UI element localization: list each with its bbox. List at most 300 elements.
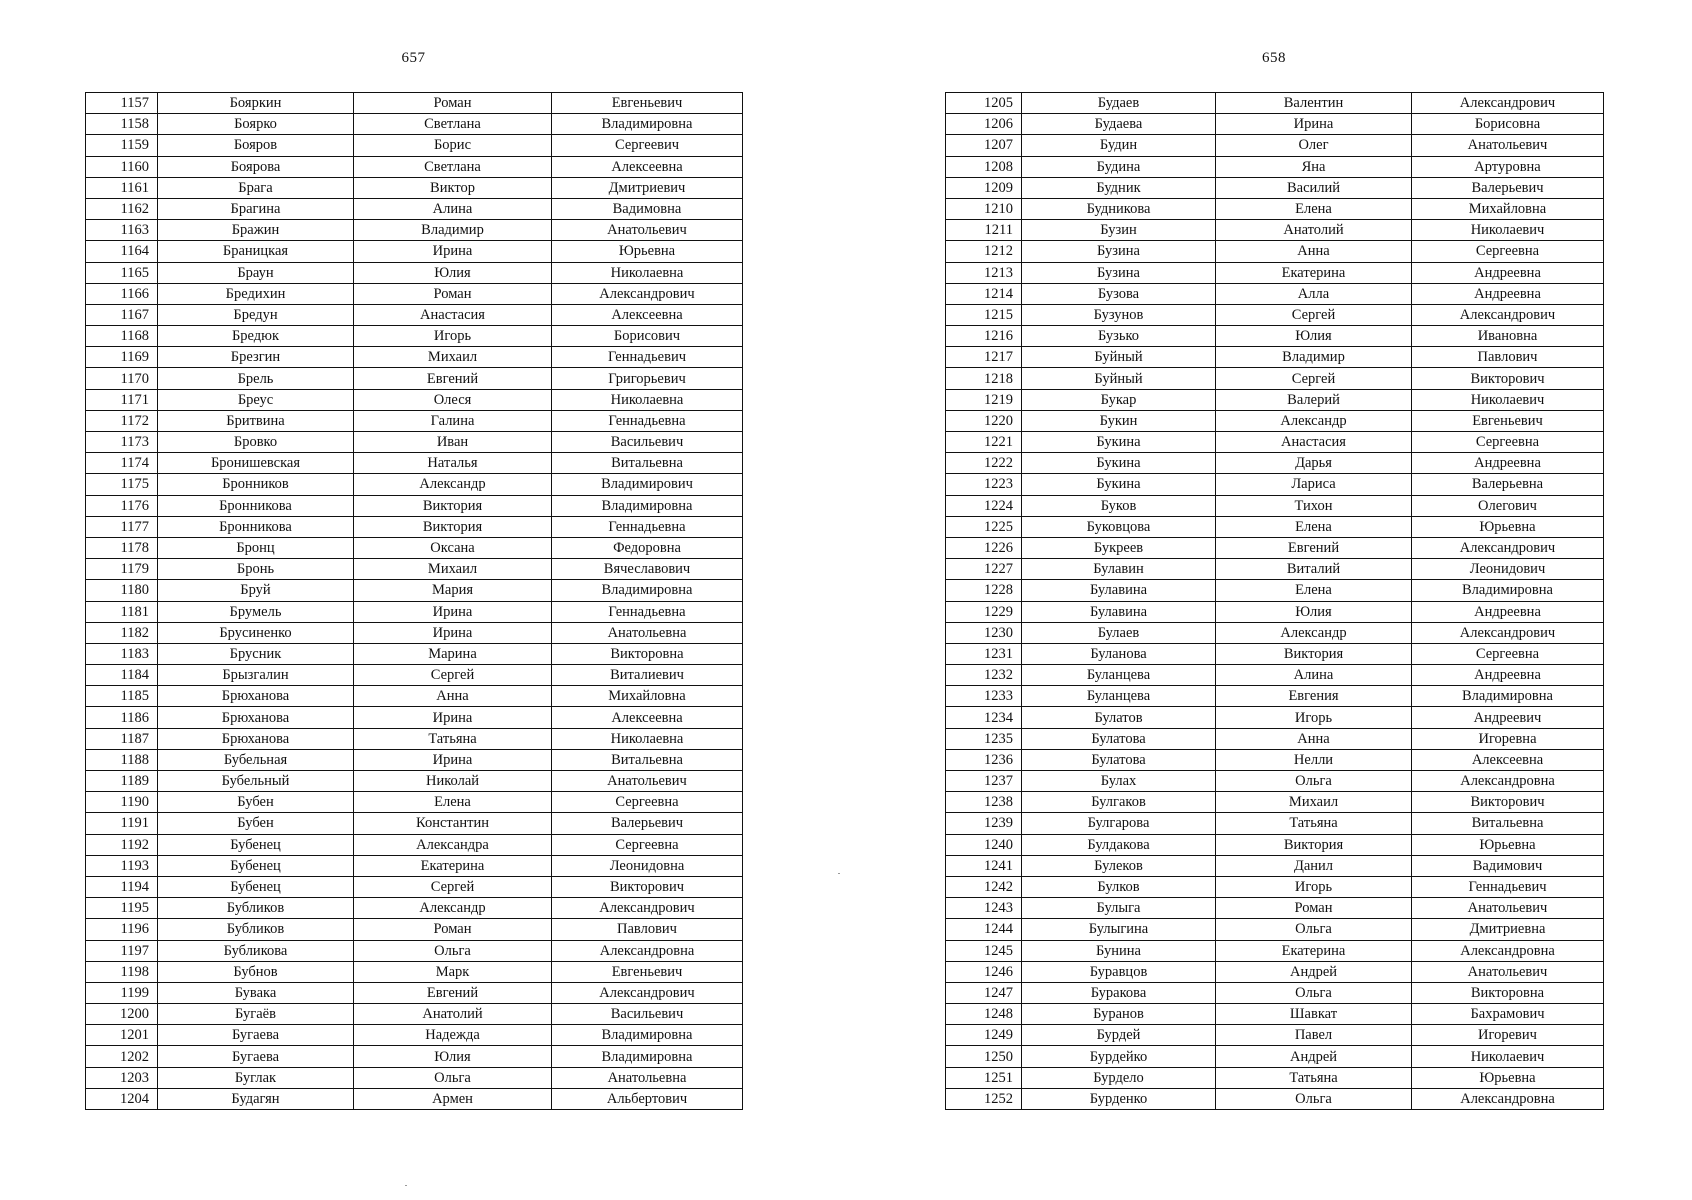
- last-name-cell: Буланова: [1022, 643, 1216, 664]
- row-number-cell: 1232: [946, 665, 1022, 686]
- last-name-cell: Буйный: [1022, 368, 1216, 389]
- first-name-cell: Сергей: [354, 876, 552, 897]
- patronymic-cell: Анатольевич: [1412, 961, 1604, 982]
- last-name-cell: Бубенец: [158, 876, 354, 897]
- patronymic-cell: Павлович: [1412, 347, 1604, 368]
- row-number-cell: 1164: [86, 241, 158, 262]
- row-number-cell: 1186: [86, 707, 158, 728]
- roster-table: [945, 92, 1604, 1110]
- table-row: [86, 156, 743, 177]
- row-number-cell: 1220: [946, 410, 1022, 431]
- scan-speck: [405, 1185, 407, 1186]
- row-number-cell: 1199: [86, 982, 158, 1003]
- first-name-cell: Анатолий: [1216, 220, 1412, 241]
- first-name-cell: Евгения: [1216, 686, 1412, 707]
- row-number-cell: 1251: [946, 1067, 1022, 1088]
- table-row: [86, 940, 743, 961]
- last-name-cell: Бубликова: [158, 940, 354, 961]
- table-row: [946, 389, 1604, 410]
- table-row: [86, 198, 743, 219]
- first-name-cell: Тихон: [1216, 495, 1412, 516]
- patronymic-cell: Александровна: [1412, 771, 1604, 792]
- last-name-cell: Бреус: [158, 389, 354, 410]
- row-number-cell: 1169: [86, 347, 158, 368]
- first-name-cell: Нелли: [1216, 749, 1412, 770]
- last-name-cell: Бронь: [158, 559, 354, 580]
- table-row: [86, 495, 743, 516]
- row-number-cell: 1185: [86, 686, 158, 707]
- row-number-cell: 1184: [86, 665, 158, 686]
- row-number-cell: 1198: [86, 961, 158, 982]
- first-name-cell: Андрей: [1216, 1046, 1412, 1067]
- table-row: [946, 559, 1604, 580]
- last-name-cell: Брагина: [158, 198, 354, 219]
- last-name-cell: Бритвина: [158, 410, 354, 431]
- table-row: [86, 347, 743, 368]
- first-name-cell: Сергей: [1216, 368, 1412, 389]
- first-name-cell: Виктория: [354, 495, 552, 516]
- row-number-cell: 1168: [86, 326, 158, 347]
- row-number-cell: 1174: [86, 453, 158, 474]
- patronymic-cell: Васильевич: [552, 1004, 743, 1025]
- last-name-cell: Бубенец: [158, 834, 354, 855]
- last-name-cell: Бузина: [1022, 241, 1216, 262]
- table-row: [86, 410, 743, 431]
- table-row: [86, 283, 743, 304]
- last-name-cell: Булдакова: [1022, 834, 1216, 855]
- last-name-cell: Бронникова: [158, 516, 354, 537]
- patronymic-cell: Игоревна: [1412, 728, 1604, 749]
- row-number-cell: 1158: [86, 114, 158, 135]
- last-name-cell: Букина: [1022, 474, 1216, 495]
- patronymic-cell: Сергеевич: [552, 135, 743, 156]
- first-name-cell: Наталья: [354, 453, 552, 474]
- table-row: [946, 580, 1604, 601]
- table-row: [946, 241, 1604, 262]
- table-row: [946, 749, 1604, 770]
- row-number-cell: 1187: [86, 728, 158, 749]
- patronymic-cell: Федоровна: [552, 537, 743, 558]
- last-name-cell: Будаева: [1022, 114, 1216, 135]
- last-name-cell: Букар: [1022, 389, 1216, 410]
- row-number-cell: 1211: [946, 220, 1022, 241]
- last-name-cell: Булавина: [1022, 580, 1216, 601]
- first-name-cell: Галина: [354, 410, 552, 431]
- table-row: [86, 813, 743, 834]
- row-number-cell: 1178: [86, 537, 158, 558]
- table-row: [86, 728, 743, 749]
- row-number-cell: 1219: [946, 389, 1022, 410]
- row-number-cell: 1161: [86, 177, 158, 198]
- row-number-cell: 1209: [946, 177, 1022, 198]
- row-number-cell: 1213: [946, 262, 1022, 283]
- last-name-cell: Брюханова: [158, 686, 354, 707]
- first-name-cell: Армен: [354, 1088, 552, 1109]
- table-row: [86, 389, 743, 410]
- table-row: [946, 474, 1604, 495]
- row-number-cell: 1173: [86, 432, 158, 453]
- row-number-cell: 1160: [86, 156, 158, 177]
- last-name-cell: Буков: [1022, 495, 1216, 516]
- table-row: [86, 93, 743, 114]
- last-name-cell: Бугаева: [158, 1025, 354, 1046]
- first-name-cell: Елена: [1216, 516, 1412, 537]
- first-name-cell: Алина: [1216, 665, 1412, 686]
- row-number-cell: 1163: [86, 220, 158, 241]
- patronymic-cell: Дмитриевна: [1412, 919, 1604, 940]
- first-name-cell: Оксана: [354, 537, 552, 558]
- row-number-cell: 1188: [86, 749, 158, 770]
- row-number-cell: 1165: [86, 262, 158, 283]
- first-name-cell: Татьяна: [354, 728, 552, 749]
- scan-speck: [838, 873, 840, 874]
- first-name-cell: Яна: [1216, 156, 1412, 177]
- first-name-cell: Надежда: [354, 1025, 552, 1046]
- patronymic-cell: Олегович: [1412, 495, 1604, 516]
- row-number-cell: 1223: [946, 474, 1022, 495]
- patronymic-cell: Николаевна: [552, 389, 743, 410]
- first-name-cell: Ирина: [354, 622, 552, 643]
- patronymic-cell: Владимирович: [552, 474, 743, 495]
- first-name-cell: Сергей: [1216, 304, 1412, 325]
- last-name-cell: Булыга: [1022, 898, 1216, 919]
- patronymic-cell: Николаевич: [1412, 389, 1604, 410]
- row-number-cell: 1166: [86, 283, 158, 304]
- patronymic-cell: Витальевна: [1412, 813, 1604, 834]
- patronymic-cell: Геннадьевна: [552, 410, 743, 431]
- patronymic-cell: Андреевна: [1412, 262, 1604, 283]
- table-row: [86, 453, 743, 474]
- table-row: [86, 1067, 743, 1088]
- first-name-cell: Юлия: [354, 1046, 552, 1067]
- patronymic-cell: Анатольевич: [552, 220, 743, 241]
- patronymic-cell: Сергеевна: [552, 834, 743, 855]
- table-row: [86, 876, 743, 897]
- table-row: [946, 919, 1604, 940]
- first-name-cell: Игорь: [1216, 707, 1412, 728]
- first-name-cell: Екатерина: [1216, 940, 1412, 961]
- table-row: [86, 262, 743, 283]
- first-name-cell: Ирина: [354, 749, 552, 770]
- table-row: [946, 495, 1604, 516]
- first-name-cell: Александр: [354, 898, 552, 919]
- table-row: [946, 1004, 1604, 1025]
- last-name-cell: Бубен: [158, 792, 354, 813]
- last-name-cell: Буравцов: [1022, 961, 1216, 982]
- patronymic-cell: Альбертович: [552, 1088, 743, 1109]
- patronymic-cell: Геннадьевна: [552, 601, 743, 622]
- first-name-cell: Дарья: [1216, 453, 1412, 474]
- patronymic-cell: Валерьевна: [1412, 474, 1604, 495]
- patronymic-cell: Александрович: [552, 283, 743, 304]
- first-name-cell: Михаил: [1216, 792, 1412, 813]
- table-row: [946, 156, 1604, 177]
- table-row: [946, 961, 1604, 982]
- patronymic-cell: Викторовна: [552, 643, 743, 664]
- patronymic-cell: Анатольевич: [1412, 898, 1604, 919]
- table-row: [946, 982, 1604, 1003]
- row-number-cell: 1179: [86, 559, 158, 580]
- table-row: [946, 135, 1604, 156]
- first-name-cell: Ирина: [354, 601, 552, 622]
- row-number-cell: 1177: [86, 516, 158, 537]
- row-number-cell: 1231: [946, 643, 1022, 664]
- row-number-cell: 1239: [946, 813, 1022, 834]
- first-name-cell: Анастасия: [354, 304, 552, 325]
- first-name-cell: Владимир: [1216, 347, 1412, 368]
- last-name-cell: Бувака: [158, 982, 354, 1003]
- last-name-cell: Бруй: [158, 580, 354, 601]
- row-number-cell: 1233: [946, 686, 1022, 707]
- patronymic-cell: Андреевна: [1412, 283, 1604, 304]
- table-row: [86, 834, 743, 855]
- row-number-cell: 1217: [946, 347, 1022, 368]
- row-number-cell: 1172: [86, 410, 158, 431]
- first-name-cell: Роман: [354, 283, 552, 304]
- last-name-cell: Брага: [158, 177, 354, 198]
- row-number-cell: 1170: [86, 368, 158, 389]
- patronymic-cell: Владимировна: [552, 495, 743, 516]
- patronymic-cell: Бахрамович: [1412, 1004, 1604, 1025]
- row-number-cell: 1214: [946, 283, 1022, 304]
- row-number-cell: 1208: [946, 156, 1022, 177]
- first-name-cell: Ольга: [354, 1067, 552, 1088]
- first-name-cell: Юлия: [1216, 326, 1412, 347]
- last-name-cell: Бузунов: [1022, 304, 1216, 325]
- last-name-cell: Булгаков: [1022, 792, 1216, 813]
- last-name-cell: Букин: [1022, 410, 1216, 431]
- patronymic-cell: Вадимович: [1412, 855, 1604, 876]
- last-name-cell: Брусник: [158, 643, 354, 664]
- last-name-cell: Булатова: [1022, 749, 1216, 770]
- first-name-cell: Виктория: [1216, 643, 1412, 664]
- last-name-cell: Боярко: [158, 114, 354, 135]
- row-number-cell: 1210: [946, 198, 1022, 219]
- last-name-cell: Буйный: [1022, 347, 1216, 368]
- first-name-cell: Анатолий: [354, 1004, 552, 1025]
- last-name-cell: Бугаева: [158, 1046, 354, 1067]
- last-name-cell: Брумель: [158, 601, 354, 622]
- patronymic-cell: Анатольевна: [552, 1067, 743, 1088]
- table-row: [86, 898, 743, 919]
- row-number-cell: 1202: [86, 1046, 158, 1067]
- row-number-cell: 1157: [86, 93, 158, 114]
- patronymic-cell: Игоревич: [1412, 1025, 1604, 1046]
- table-row: [86, 304, 743, 325]
- table-row: [86, 326, 743, 347]
- last-name-cell: Букина: [1022, 453, 1216, 474]
- table-row: [86, 432, 743, 453]
- row-number-cell: 1218: [946, 368, 1022, 389]
- table-row: [86, 135, 743, 156]
- table-row: [946, 876, 1604, 897]
- table-row: [86, 961, 743, 982]
- table-row: [86, 516, 743, 537]
- first-name-cell: Михаил: [354, 347, 552, 368]
- table-row: [946, 177, 1604, 198]
- patronymic-cell: Алексеевна: [552, 707, 743, 728]
- last-name-cell: Буглак: [158, 1067, 354, 1088]
- first-name-cell: Александр: [1216, 622, 1412, 643]
- last-name-cell: Бредихин: [158, 283, 354, 304]
- table-row: [946, 283, 1604, 304]
- first-name-cell: Юлия: [1216, 601, 1412, 622]
- first-name-cell: Ирина: [1216, 114, 1412, 135]
- first-name-cell: Александр: [1216, 410, 1412, 431]
- last-name-cell: Будник: [1022, 177, 1216, 198]
- first-name-cell: Андрей: [1216, 961, 1412, 982]
- last-name-cell: Бубликов: [158, 898, 354, 919]
- page-number: 658: [1262, 50, 1286, 66]
- row-number-cell: 1242: [946, 876, 1022, 897]
- table-row: [946, 898, 1604, 919]
- patronymic-cell: Евгеньевич: [1412, 410, 1604, 431]
- row-number-cell: 1216: [946, 326, 1022, 347]
- first-name-cell: Роман: [354, 93, 552, 114]
- table-row: [946, 453, 1604, 474]
- table-row: [86, 177, 743, 198]
- patronymic-cell: Михайловна: [1412, 198, 1604, 219]
- row-number-cell: 1195: [86, 898, 158, 919]
- first-name-cell: Татьяна: [1216, 813, 1412, 834]
- first-name-cell: Ольга: [354, 940, 552, 961]
- row-number-cell: 1176: [86, 495, 158, 516]
- table-row: [946, 220, 1604, 241]
- row-number-cell: 1234: [946, 707, 1022, 728]
- patronymic-cell: Вадимовна: [552, 198, 743, 219]
- first-name-cell: Василий: [1216, 177, 1412, 198]
- first-name-cell: Евгений: [354, 368, 552, 389]
- last-name-cell: Бузова: [1022, 283, 1216, 304]
- last-name-cell: Будникова: [1022, 198, 1216, 219]
- first-name-cell: Роман: [354, 919, 552, 940]
- first-name-cell: Данил: [1216, 855, 1412, 876]
- row-number-cell: 1167: [86, 304, 158, 325]
- last-name-cell: Булгарова: [1022, 813, 1216, 834]
- last-name-cell: Буланцева: [1022, 686, 1216, 707]
- patronymic-cell: Евгеньевич: [552, 961, 743, 982]
- table-row: [946, 855, 1604, 876]
- table-row: [946, 1046, 1604, 1067]
- last-name-cell: Бузин: [1022, 220, 1216, 241]
- first-name-cell: Ирина: [354, 241, 552, 262]
- first-name-cell: Виктория: [1216, 834, 1412, 855]
- patronymic-cell: Юрьевна: [1412, 516, 1604, 537]
- first-name-cell: Марк: [354, 961, 552, 982]
- table-row: [946, 771, 1604, 792]
- first-name-cell: Анастасия: [1216, 432, 1412, 453]
- table-row: [86, 792, 743, 813]
- table-row: [86, 665, 743, 686]
- row-number-cell: 1196: [86, 919, 158, 940]
- table-row: [946, 813, 1604, 834]
- last-name-cell: Булатов: [1022, 707, 1216, 728]
- roster-table: [85, 92, 743, 1110]
- table-row: [86, 537, 743, 558]
- row-number-cell: 1207: [946, 135, 1022, 156]
- patronymic-cell: Витальевна: [552, 453, 743, 474]
- row-number-cell: 1226: [946, 537, 1022, 558]
- patronymic-cell: Валерьевич: [1412, 177, 1604, 198]
- patronymic-cell: Анатольевич: [1412, 135, 1604, 156]
- table-row: [86, 686, 743, 707]
- patronymic-cell: Викторович: [552, 876, 743, 897]
- first-name-cell: Александр: [354, 474, 552, 495]
- table-row: [946, 410, 1604, 431]
- patronymic-cell: Павлович: [552, 919, 743, 940]
- first-name-cell: Марина: [354, 643, 552, 664]
- row-number-cell: 1200: [86, 1004, 158, 1025]
- first-name-cell: Виктория: [354, 516, 552, 537]
- table-row: [946, 1088, 1604, 1109]
- row-number-cell: 1224: [946, 495, 1022, 516]
- table-row: [946, 622, 1604, 643]
- patronymic-cell: Владимировна: [552, 580, 743, 601]
- first-name-cell: Виктор: [354, 177, 552, 198]
- first-name-cell: Валерий: [1216, 389, 1412, 410]
- patronymic-cell: Геннадьевич: [552, 347, 743, 368]
- last-name-cell: Брызгалин: [158, 665, 354, 686]
- last-name-cell: Боярова: [158, 156, 354, 177]
- row-number-cell: 1252: [946, 1088, 1022, 1109]
- table-row: [946, 601, 1604, 622]
- table-row: [86, 622, 743, 643]
- patronymic-cell: Владимировна: [1412, 580, 1604, 601]
- table-row: [86, 1004, 743, 1025]
- row-number-cell: 1193: [86, 855, 158, 876]
- patronymic-cell: Александрович: [1412, 304, 1604, 325]
- last-name-cell: Будин: [1022, 135, 1216, 156]
- row-number-cell: 1215: [946, 304, 1022, 325]
- first-name-cell: Павел: [1216, 1025, 1412, 1046]
- row-number-cell: 1238: [946, 792, 1022, 813]
- patronymic-cell: Александрович: [1412, 537, 1604, 558]
- patronymic-cell: Артуровна: [1412, 156, 1604, 177]
- table-row: [86, 707, 743, 728]
- row-number-cell: 1245: [946, 940, 1022, 961]
- last-name-cell: Будина: [1022, 156, 1216, 177]
- row-number-cell: 1203: [86, 1067, 158, 1088]
- table-row: [946, 114, 1604, 135]
- last-name-cell: Бузина: [1022, 262, 1216, 283]
- patronymic-cell: Николаевич: [1412, 1046, 1604, 1067]
- row-number-cell: 1243: [946, 898, 1022, 919]
- row-number-cell: 1194: [86, 876, 158, 897]
- row-number-cell: 1183: [86, 643, 158, 664]
- patronymic-cell: Виталиевич: [552, 665, 743, 686]
- first-name-cell: Константин: [354, 813, 552, 834]
- row-number-cell: 1205: [946, 93, 1022, 114]
- patronymic-cell: Леонидович: [1412, 559, 1604, 580]
- patronymic-cell: Владимировна: [552, 1025, 743, 1046]
- patronymic-cell: Васильевич: [552, 432, 743, 453]
- last-name-cell: Бубен: [158, 813, 354, 834]
- row-number-cell: 1204: [86, 1088, 158, 1109]
- first-name-cell: Евгений: [354, 982, 552, 1003]
- patronymic-cell: Александровна: [1412, 940, 1604, 961]
- last-name-cell: Булаев: [1022, 622, 1216, 643]
- first-name-cell: Татьяна: [1216, 1067, 1412, 1088]
- table-row: [946, 940, 1604, 961]
- first-name-cell: Елена: [1216, 580, 1412, 601]
- first-name-cell: Ольга: [1216, 919, 1412, 940]
- last-name-cell: Бурденко: [1022, 1088, 1216, 1109]
- last-name-cell: Брюханова: [158, 707, 354, 728]
- table-row: [86, 601, 743, 622]
- last-name-cell: Бредюк: [158, 326, 354, 347]
- table-row: [946, 93, 1604, 114]
- table-row: [946, 665, 1604, 686]
